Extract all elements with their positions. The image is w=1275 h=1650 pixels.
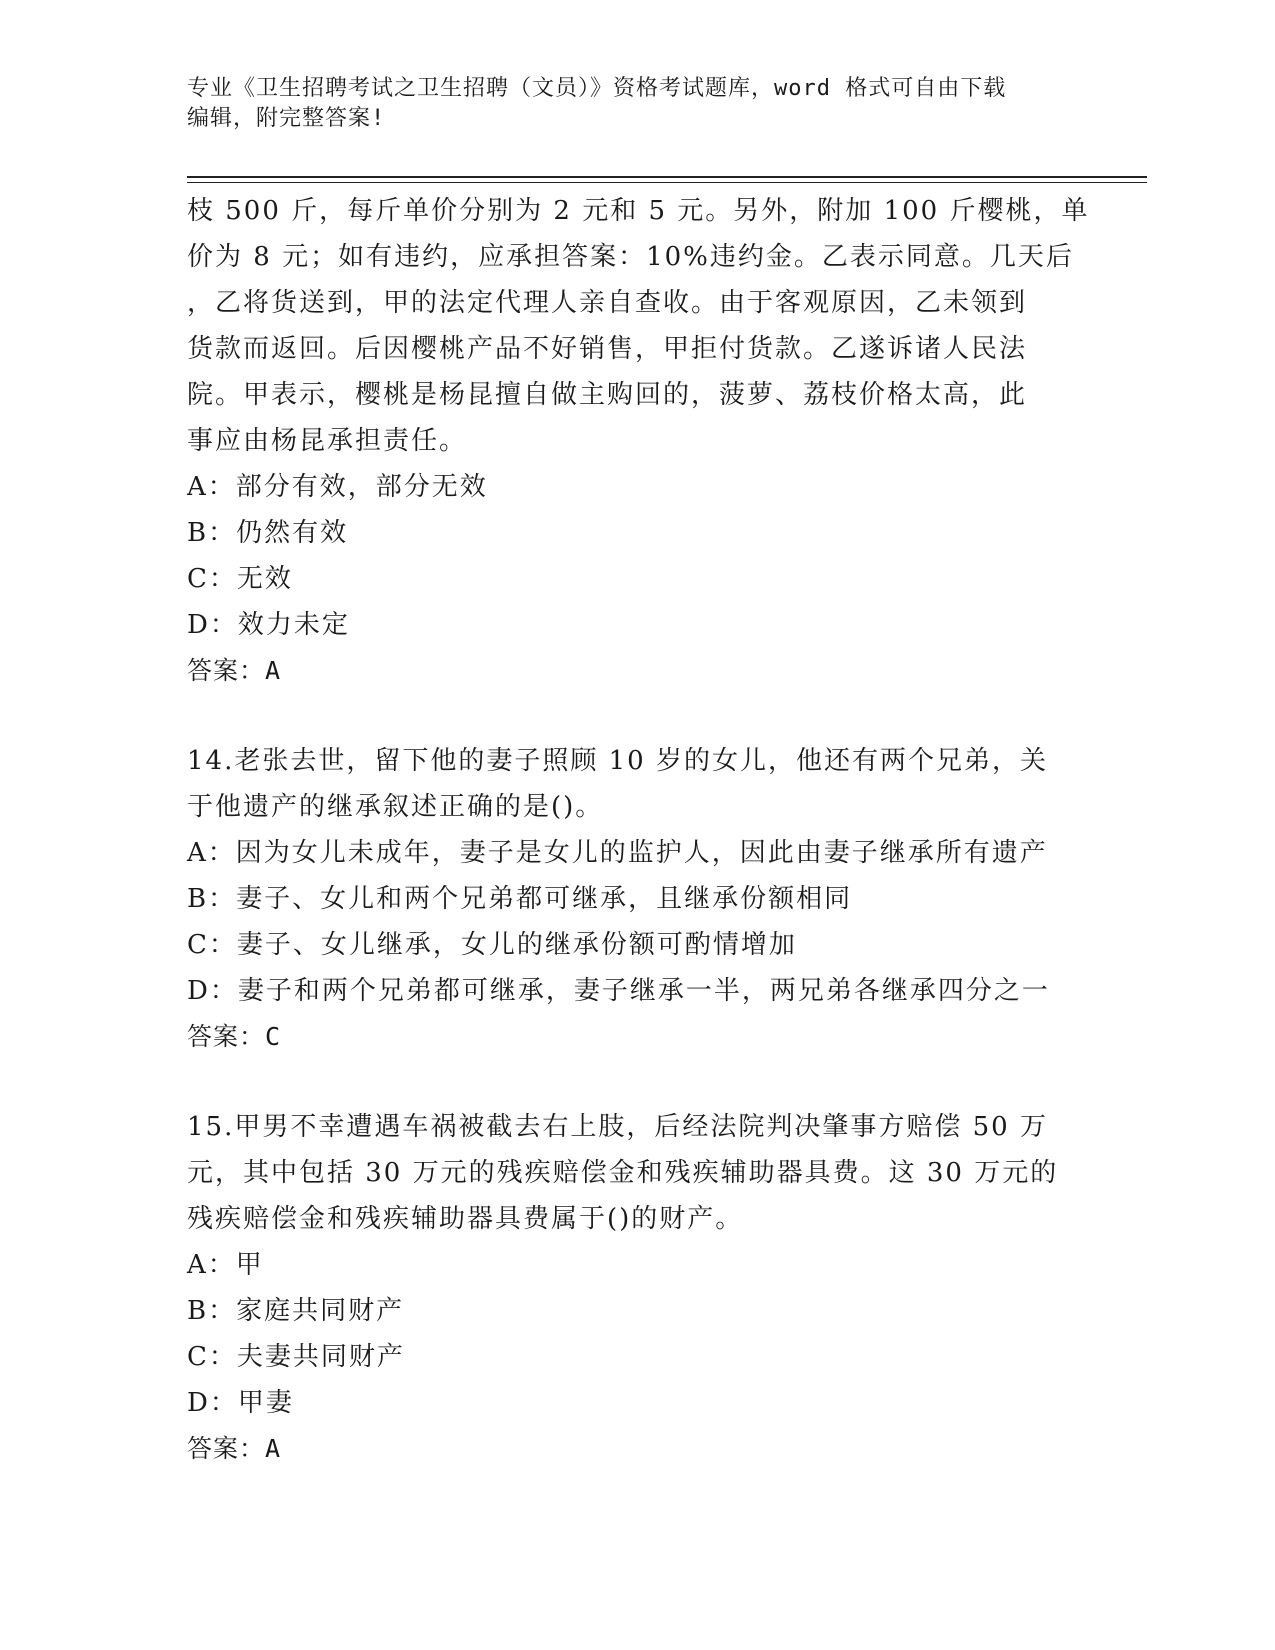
question-spacer bbox=[187, 1060, 1087, 1104]
question-text-line: ，乙将货送到，甲的法定代理人亲自查收。由于客观原因，乙未领到 bbox=[187, 288, 1028, 318]
answer: 答案：C bbox=[187, 1022, 282, 1051]
header-line-1: 专业《卫生招聘考试之卫生招聘（文员）》资格考试题库，word 格式可自由下载 bbox=[187, 76, 1007, 101]
option-d: D：甲妻 bbox=[187, 1388, 294, 1418]
question-text-line: 院。甲表示，樱桃是杨昆擅自做主购回的，菠萝、荔枝价格太高，此 bbox=[187, 380, 1028, 410]
question-15 bbox=[187, 1104, 1087, 1472]
question-text-line: 事应由杨昆承担责任。 bbox=[187, 426, 468, 456]
header-rule-thin bbox=[187, 182, 1147, 183]
header-rule-thick bbox=[187, 176, 1147, 178]
option-b: B：妻子、女儿和两个兄弟都可继承，且继承份额相同 bbox=[187, 884, 853, 914]
question-text-line: 14.老张去世，留下他的妻子照顾 10 岁的女儿，他还有两个兄弟，关 bbox=[187, 746, 1048, 776]
option-c: C：夫妻共同财产 bbox=[187, 1342, 405, 1372]
question-spacer bbox=[187, 694, 1087, 738]
option-c: C：无效 bbox=[187, 564, 293, 594]
question-text-line: 残疾赔偿金和残疾辅助器具费属于()的财产。 bbox=[187, 1204, 744, 1234]
option-b: B：仍然有效 bbox=[187, 518, 349, 548]
question-text-line: 货款而返回。后因樱桃产品不好销售，甲拒付货款。乙遂诉诸人民法 bbox=[187, 334, 1028, 364]
question-text-line: 枝 500 斤，每斤单价分别为 2 元和 5 元。另外，附加 100 斤樱桃，单 bbox=[187, 196, 1090, 226]
question-text-line: 于他遗产的继承叙述正确的是()。 bbox=[187, 792, 604, 822]
option-a: A：部分有效，部分无效 bbox=[187, 472, 488, 502]
question-text-line: 价为 8 元；如有违约，应承担答案：10%违约金。乙表示同意。几天后 bbox=[187, 242, 1074, 272]
question-text-line: 元，其中包括 30 万元的残疾赔偿金和残疾辅助器具费。这 30 万元的 bbox=[187, 1158, 1059, 1188]
question-13 bbox=[187, 188, 1090, 694]
question-text-line: 15.甲男不幸遭遇车祸被截去右上肢，后经法院判决肇事方赔偿 50 万 bbox=[187, 1112, 1048, 1142]
answer: 答案：A bbox=[187, 656, 282, 685]
header-line-2: 编辑，附完整答案! bbox=[187, 106, 386, 131]
option-b: B：家庭共同财产 bbox=[187, 1296, 405, 1326]
option-d: D：妻子和两个兄弟都可继承，妻子继承一半，两兄弟各继承四分之一 bbox=[187, 976, 1050, 1006]
option-d: D：效力未定 bbox=[187, 610, 350, 640]
option-a: A：因为女儿未成年，妻子是女儿的监护人，因此由妻子继承所有遗产 bbox=[187, 838, 1048, 868]
answer: 答案：A bbox=[187, 1434, 282, 1463]
document-body bbox=[187, 188, 1090, 1472]
option-a: A：甲 bbox=[187, 1250, 264, 1280]
question-14 bbox=[187, 738, 1087, 1060]
option-c: C：妻子、女儿继承，女儿的继承份额可酌情增加 bbox=[187, 930, 797, 960]
page-header bbox=[187, 74, 1067, 134]
